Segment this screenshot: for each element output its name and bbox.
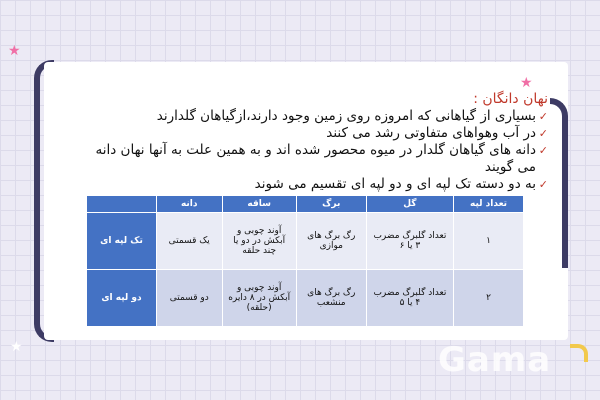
slide-text <box>78 90 548 193</box>
frame-right-bracket <box>550 98 568 268</box>
table-cell: آوند چوبی و آبکش در ۸ دایره (حلقه) <box>222 270 296 327</box>
table-cell: یک قسمتی <box>156 213 222 270</box>
table-cell: تک لپه ای <box>87 213 157 270</box>
table-header: تعداد لپه <box>454 196 524 213</box>
table-cell: تعداد گلبرگ مضرب ۴ یا ۵ <box>366 270 453 327</box>
bullet-item: ✓ به دو دسته تک لپه ای و دو لپه ای تقسیم می شوند <box>78 176 548 193</box>
comparison-table <box>86 195 524 327</box>
table-header <box>87 196 157 213</box>
star-icon: ★ <box>10 339 23 355</box>
table-header-row <box>87 196 524 213</box>
table-header: ساقه <box>222 196 296 213</box>
table-cell: دو قسمتی <box>156 270 222 327</box>
table-cell: تعداد گلبرگ مضرب ۳ یا ۶ <box>366 213 453 270</box>
table-cell: آوند چوبی و آبکش در دو یا چند حلقه <box>222 213 296 270</box>
table-cell: رگ برگ های موازی <box>296 213 366 270</box>
slide-heading: نهان دانگان : <box>473 91 548 107</box>
star-icon: ★ <box>520 75 533 91</box>
bullet-item: ✓ بسیاری از گیاهانی که امروزه روی زمین وجود دارند،ازگیاهان گلدارند <box>78 108 548 125</box>
table-cell: ۲ <box>454 270 524 327</box>
table-cell: دو لپه ای <box>87 270 157 327</box>
logo-mark-icon <box>570 344 588 362</box>
gama-logo: Gama <box>438 340 552 380</box>
table-cell: رگ برگ های منشعب <box>296 270 366 327</box>
star-icon: ★ <box>8 43 21 59</box>
table-cell: ۱ <box>454 213 524 270</box>
bullet-item: ✓ در آب وهواهای متفاوتی رشد می کنند <box>78 125 548 142</box>
table-row <box>87 213 524 270</box>
table-header: برگ <box>296 196 366 213</box>
table-row <box>87 270 524 327</box>
table-header: گل <box>366 196 453 213</box>
table-header: دانه <box>156 196 222 213</box>
bullet-item: ✓ دانه های گیاهان گلدار در میوه محصور شده اند و به همین علت به آنها نهان دانه می گویند <box>78 142 548 176</box>
